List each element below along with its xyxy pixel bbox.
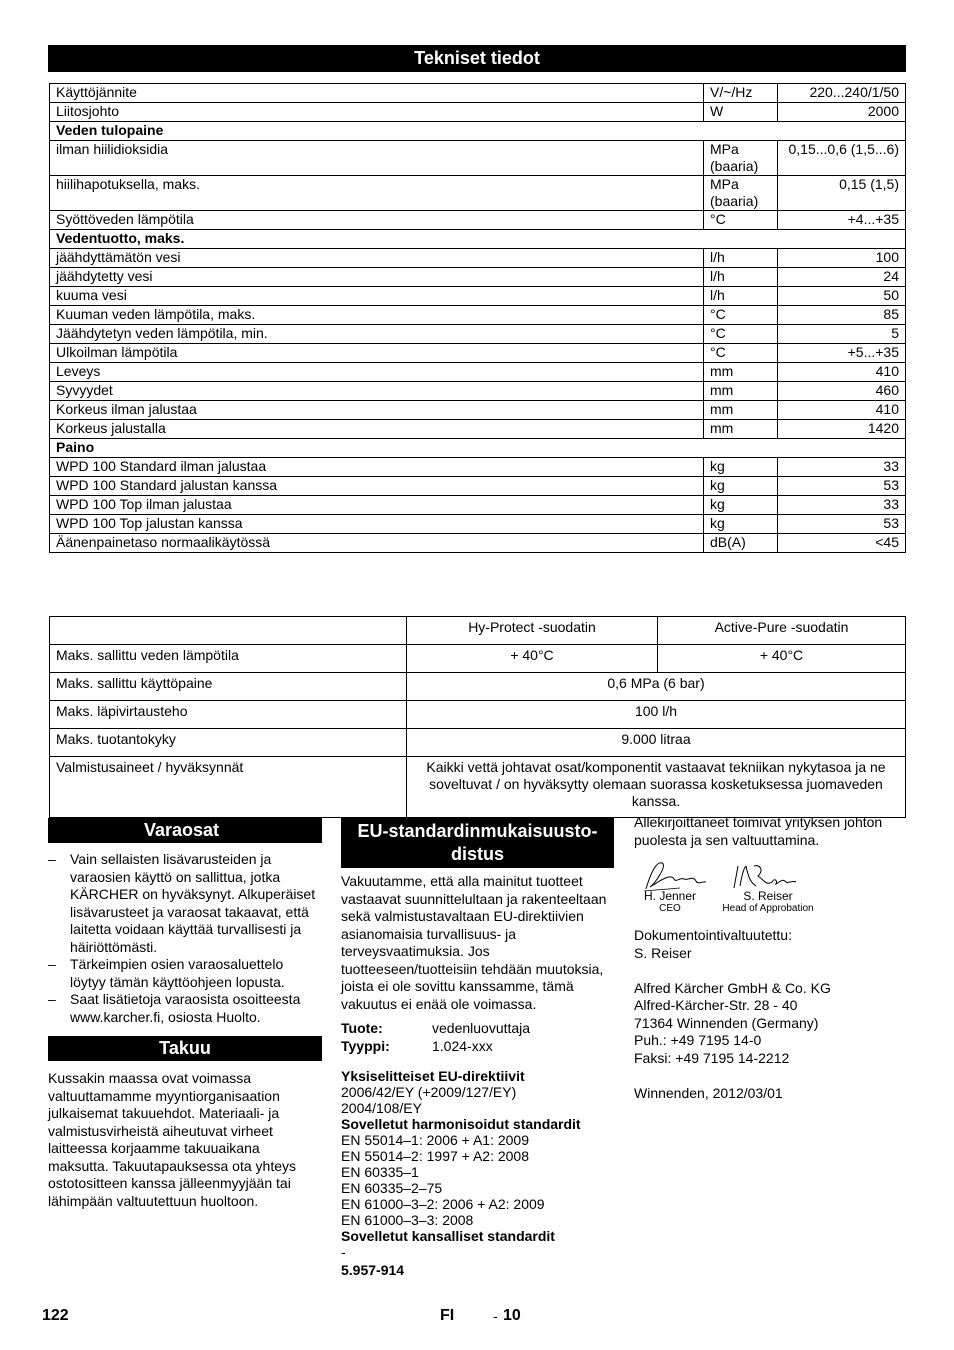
- page-title: Tekniset tiedot: [48, 45, 906, 72]
- list-item: 2004/108/EY: [341, 1100, 422, 1116]
- row-value: 53: [778, 477, 906, 496]
- table-row: [50, 645, 906, 673]
- takuu-heading: Takuu: [48, 1036, 322, 1061]
- cell-value: Kaikki vettä johtavat osat/komponentit vastaavat tekniikan nykytasoa ja ne soveltuvat / on hyväksytty olemaan suorassa kosketuksessa juomaveden kanssa.: [407, 757, 906, 818]
- doc-number: 5.957-914: [341, 1262, 405, 1278]
- row-label: WPD 100 Standard ilman jalustaa: [50, 458, 704, 477]
- list-item: EN 55014–1: 2006 + A1: 2009: [341, 1132, 529, 1148]
- row-unit: °C: [704, 325, 778, 344]
- table-row: [50, 420, 906, 439]
- row-value: 33: [778, 496, 906, 515]
- table-row: [50, 515, 906, 534]
- section-header: Veden tulopaine: [50, 122, 906, 141]
- row-label: Maks. tuotantokyky: [50, 729, 407, 757]
- row-value: 53: [778, 515, 906, 534]
- section-page-number: 10: [503, 1307, 521, 1324]
- takuu-text: Kussakin maassa ovat voimassa valtuuttamamme myyntiorganisaation julkaisemat takuuehdot. Materiaali- ja valmistusvirheistä aiheutuvat virheet laitteessa korjaamme takuuaikana maksutta. Takuutapauksessa ota yhteys ostotositteen kanssa jälleenmyyjään tai lähimpään valtuutettuun huoltoon.: [48, 1070, 296, 1209]
- row-value: 2000: [778, 103, 906, 122]
- table-row: [50, 176, 906, 211]
- row-value: +5...+35: [778, 344, 906, 363]
- row-label: kuuma vesi: [50, 287, 704, 306]
- table-row: [50, 757, 906, 818]
- row-unit: dB(A): [704, 534, 778, 553]
- eu-heading: EU-standardinmukaisuustodistus: [341, 818, 614, 868]
- table-row: [50, 344, 906, 363]
- table-row: [50, 729, 906, 757]
- table-row: [50, 496, 906, 515]
- spec-table: [49, 83, 906, 553]
- list-item: EN 55014–2: 1997 + A2: 2008: [341, 1148, 529, 1164]
- cell-value: + 40°C: [658, 645, 906, 673]
- row-label: hiilihapotuksella, maks.: [50, 176, 704, 211]
- section-header: Vedentuotto, maks.: [50, 230, 906, 249]
- directives-title: Yksiselitteiset EU-direktiivit: [341, 1068, 525, 1084]
- row-value: 50: [778, 287, 906, 306]
- table-row: [50, 363, 906, 382]
- row-value: 460: [778, 382, 906, 401]
- row-value: 410: [778, 363, 906, 382]
- row-unit: mm: [704, 382, 778, 401]
- cell-value: 9.000 litraa: [407, 729, 906, 757]
- row-value: <45: [778, 534, 906, 553]
- table-row: [50, 306, 906, 325]
- row-unit: °C: [704, 211, 778, 230]
- list-item: EN 60335–1: [341, 1164, 419, 1180]
- row-value: 0,15...0,6 (1,5...6): [778, 141, 906, 176]
- row-label: Maks. läpivirtausteho: [50, 701, 407, 729]
- eu-product: Tuote: vedenluovuttaja Tyyppi: 1.024-xxx: [341, 1020, 531, 1054]
- signer-2: S. Reiser Head of Approbation: [722, 889, 814, 914]
- row-label: jäähdyttämätön vesi: [50, 249, 704, 268]
- row-value: 24: [778, 268, 906, 287]
- row-value: +4...+35: [778, 211, 906, 230]
- row-unit: MPa (baaria): [704, 141, 778, 176]
- row-label: Jäähdytetyn veden lämpötila, min.: [50, 325, 704, 344]
- signature-reiser-image: [730, 860, 800, 892]
- row-value: 5: [778, 325, 906, 344]
- row-unit: kg: [704, 458, 778, 477]
- language-code: FI: [440, 1307, 455, 1324]
- row-unit: kg: [704, 496, 778, 515]
- row-value: 100: [778, 249, 906, 268]
- national-value: -: [341, 1244, 346, 1260]
- row-unit: mm: [704, 401, 778, 420]
- varaosat-heading: Varaosat: [48, 818, 322, 843]
- section-header: Paino: [50, 439, 906, 458]
- row-label: Maks. sallittu käyttöpaine: [50, 673, 407, 701]
- table-row: [50, 230, 906, 249]
- table-row: [50, 268, 906, 287]
- table-row: [50, 477, 906, 496]
- eu-standards: [341, 1068, 614, 1278]
- list-item: 2006/42/EY (+2009/127/EY): [341, 1084, 517, 1100]
- list-item: – Tärkeimpien osien varaosaluettelo löytyy tämän käyttöohjeen lopusta.: [48, 956, 285, 990]
- table-row: [50, 249, 906, 268]
- table-row: [50, 287, 906, 306]
- table-row: [50, 325, 906, 344]
- table-row: [50, 382, 906, 401]
- table-row: [50, 617, 906, 645]
- table-row: [50, 701, 906, 729]
- row-value: 220...240/1/50: [778, 84, 906, 103]
- filter-col-hyprotect: Hy-Protect -suodatin: [407, 617, 658, 645]
- row-label: Syöttöveden lämpötila: [50, 211, 704, 230]
- list-item: – Saat lisätietoja varaosista osoitteesta www.karcher.fi, osiosta Huolto.: [48, 991, 301, 1025]
- row-unit: V/~/Hz: [704, 84, 778, 103]
- row-label: WPD 100 Standard jalustan kanssa: [50, 477, 704, 496]
- row-value: 0,15 (1,5): [778, 176, 906, 211]
- national-title: Sovelletut kansalliset standardit: [341, 1228, 555, 1244]
- row-unit: W: [704, 103, 778, 122]
- table-row: [50, 401, 906, 420]
- list-item: – Vain sellaisten lisävarusteiden ja varaosien käyttö on sallittua, jotka KÄRCHER on hyväksynyt. Alkuperäiset lisävarusteet ja varaosat takaavat, että laitetta voidaan käyttää turvallisesti ja häiriöttömästi.: [48, 851, 316, 955]
- row-value: 85: [778, 306, 906, 325]
- row-label: Korkeus jalustalla: [50, 420, 704, 439]
- cell-value: 100 l/h: [407, 701, 906, 729]
- row-label: Korkeus ilman jalustaa: [50, 401, 704, 420]
- table-row: [50, 84, 906, 103]
- page-number: 122: [42, 1307, 69, 1324]
- row-unit: l/h: [704, 268, 778, 287]
- list-item: EN 61000–3–3: 2008: [341, 1212, 474, 1228]
- row-label: Leveys: [50, 363, 704, 382]
- row-unit: MPa (baaria): [704, 176, 778, 211]
- row-label: jäähdytetty vesi: [50, 268, 704, 287]
- row-unit: mm: [704, 420, 778, 439]
- row-label: Valmistusaineet / hyväksynnät: [50, 757, 407, 818]
- eu-intro: Vakuutamme, että alla mainitut tuotteet vastaavat suunnittelultaan ja rakenteeltaan sekä valmistustavaltaan EU-direktiivien asianomaisia turvallisuus- ja terveysvaatimuksia. Jos tuotteeseen/tuotteisiin tehdään muutoksia, joista ei ole sovittu kanssamme, tämä vakuutus ei enää ole voimassa.: [341, 873, 607, 1012]
- table-row: [50, 458, 906, 477]
- row-label: WPD 100 Top ilman jalustaa: [50, 496, 704, 515]
- table-row: [50, 103, 906, 122]
- filter-table: [49, 616, 906, 818]
- cell-value: 0,6 MPa (6 bar): [407, 673, 906, 701]
- table-row: [50, 122, 906, 141]
- row-label: Äänenpainetaso normaalikäytössä: [50, 534, 704, 553]
- row-label: WPD 100 Top jalustan kanssa: [50, 515, 704, 534]
- filter-col-activepure: Active-Pure -suodatin: [658, 617, 906, 645]
- harmonised-title: Sovelletut harmonisoidut standardit: [341, 1116, 581, 1132]
- company-block: Dokumentointivaltuutettu: S. Reiser Alfred Kärcher GmbH & Co. KG Alfred-Kärcher-Str. 28 - 40 71364 Winnenden (Germany) Puh.: +49 7195 14-0 Faksi: +49 7195 14-2212 Winnenden, 2012/03/01: [634, 927, 831, 1101]
- table-row: [50, 211, 906, 230]
- list-item: EN 61000–3–2: 2006 + A2: 2009: [341, 1196, 545, 1212]
- row-label: Kuuman veden lämpötila, maks.: [50, 306, 704, 325]
- row-label: ilman hiilidioksidia: [50, 141, 704, 176]
- row-value: 33: [778, 458, 906, 477]
- signature-intro: Allekirjoittaneet toimivat yrityksen johton puolesta ja sen valtuuttamina.: [634, 814, 883, 848]
- row-unit: °C: [704, 306, 778, 325]
- table-row: [50, 439, 906, 458]
- signer-1: H. Jenner CEO: [643, 889, 697, 914]
- row-unit: kg: [704, 477, 778, 496]
- table-row: [50, 673, 906, 701]
- row-label: Ulkoilman lämpötila: [50, 344, 704, 363]
- row-unit: kg: [704, 515, 778, 534]
- varaosat-list: [48, 851, 322, 1026]
- row-value: 1420: [778, 420, 906, 439]
- row-unit: l/h: [704, 287, 778, 306]
- row-label: Maks. sallittu veden lämpötila: [50, 645, 407, 673]
- footer-dash: -: [493, 1308, 498, 1324]
- list-item: EN 60335–2–75: [341, 1180, 443, 1196]
- row-label: Liitosjohto: [50, 103, 704, 122]
- cell-value: + 40°C: [407, 645, 658, 673]
- row-unit: °C: [704, 344, 778, 363]
- table-row: [50, 534, 906, 553]
- row-value: 410: [778, 401, 906, 420]
- row-unit: mm: [704, 363, 778, 382]
- row-unit: l/h: [704, 249, 778, 268]
- table-row: [50, 141, 906, 176]
- row-label: Käyttöjännite: [50, 84, 704, 103]
- row-label: Syvyydet: [50, 382, 704, 401]
